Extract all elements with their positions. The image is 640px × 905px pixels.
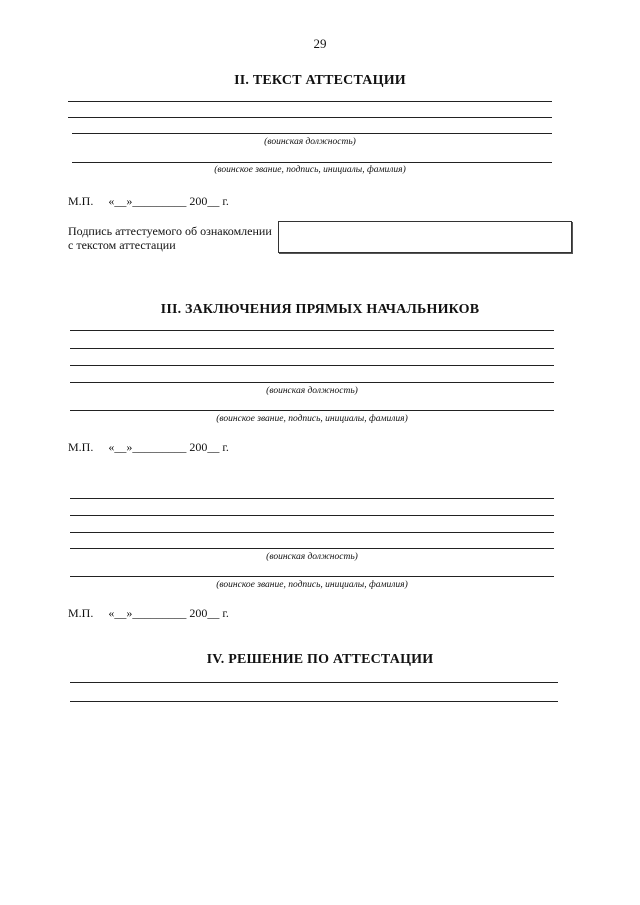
position-line[interactable] xyxy=(70,382,554,383)
rank-line[interactable] xyxy=(72,162,552,163)
text-line[interactable] xyxy=(70,348,554,349)
date-field[interactable]: «__»_________ 200__ г. xyxy=(108,194,229,208)
rank-line[interactable] xyxy=(70,410,554,411)
page-number: 29 xyxy=(313,36,327,51)
position-line[interactable] xyxy=(72,133,552,134)
position-caption: (воинская должность) xyxy=(266,386,358,396)
position-caption: (воинская должность) xyxy=(264,137,356,147)
text-line[interactable] xyxy=(70,515,554,516)
stamp-date-line xyxy=(68,606,229,621)
stamp-label: М.П. xyxy=(68,606,94,620)
stamp-date-line xyxy=(68,440,229,455)
text-line[interactable] xyxy=(70,498,554,499)
text-line[interactable] xyxy=(70,330,554,331)
position-caption: (воинская должность) xyxy=(266,552,358,562)
stamp-label: М.П. xyxy=(68,440,94,454)
decision-line[interactable] xyxy=(70,701,558,702)
position-line[interactable] xyxy=(70,548,554,549)
decision-line[interactable] xyxy=(70,682,558,683)
rank-caption: (воинское звание, подпись, инициалы, фамилия) xyxy=(214,165,406,175)
rank-line[interactable] xyxy=(70,576,554,577)
section-heading-decision: IV. РЕШЕНИЕ ПО АТТЕСТАЦИИ xyxy=(206,652,434,667)
section-heading-conclusions: III. ЗАКЛЮЧЕНИЯ ПРЯМЫХ НАЧАЛЬНИКОВ xyxy=(160,302,480,317)
date-field[interactable]: «__»_________ 200__ г. xyxy=(108,606,229,620)
signature-label: Подпись аттестуемого об ознакомлении с текстом аттестации xyxy=(68,224,272,252)
stamp-date-line xyxy=(68,194,229,209)
text-line[interactable] xyxy=(70,532,554,533)
text-line[interactable] xyxy=(68,117,552,118)
text-line[interactable] xyxy=(68,101,552,102)
rank-caption: (воинское звание, подпись, инициалы, фамилия) xyxy=(216,580,408,590)
stamp-label: М.П. xyxy=(68,194,94,208)
text-line[interactable] xyxy=(70,365,554,366)
rank-caption: (воинское звание, подпись, инициалы, фамилия) xyxy=(216,414,408,424)
signature-box[interactable] xyxy=(278,221,572,253)
date-field[interactable]: «__»_________ 200__ г. xyxy=(108,440,229,454)
section-heading-text: II. ТЕКСТ АТТЕСТАЦИИ xyxy=(234,73,406,88)
